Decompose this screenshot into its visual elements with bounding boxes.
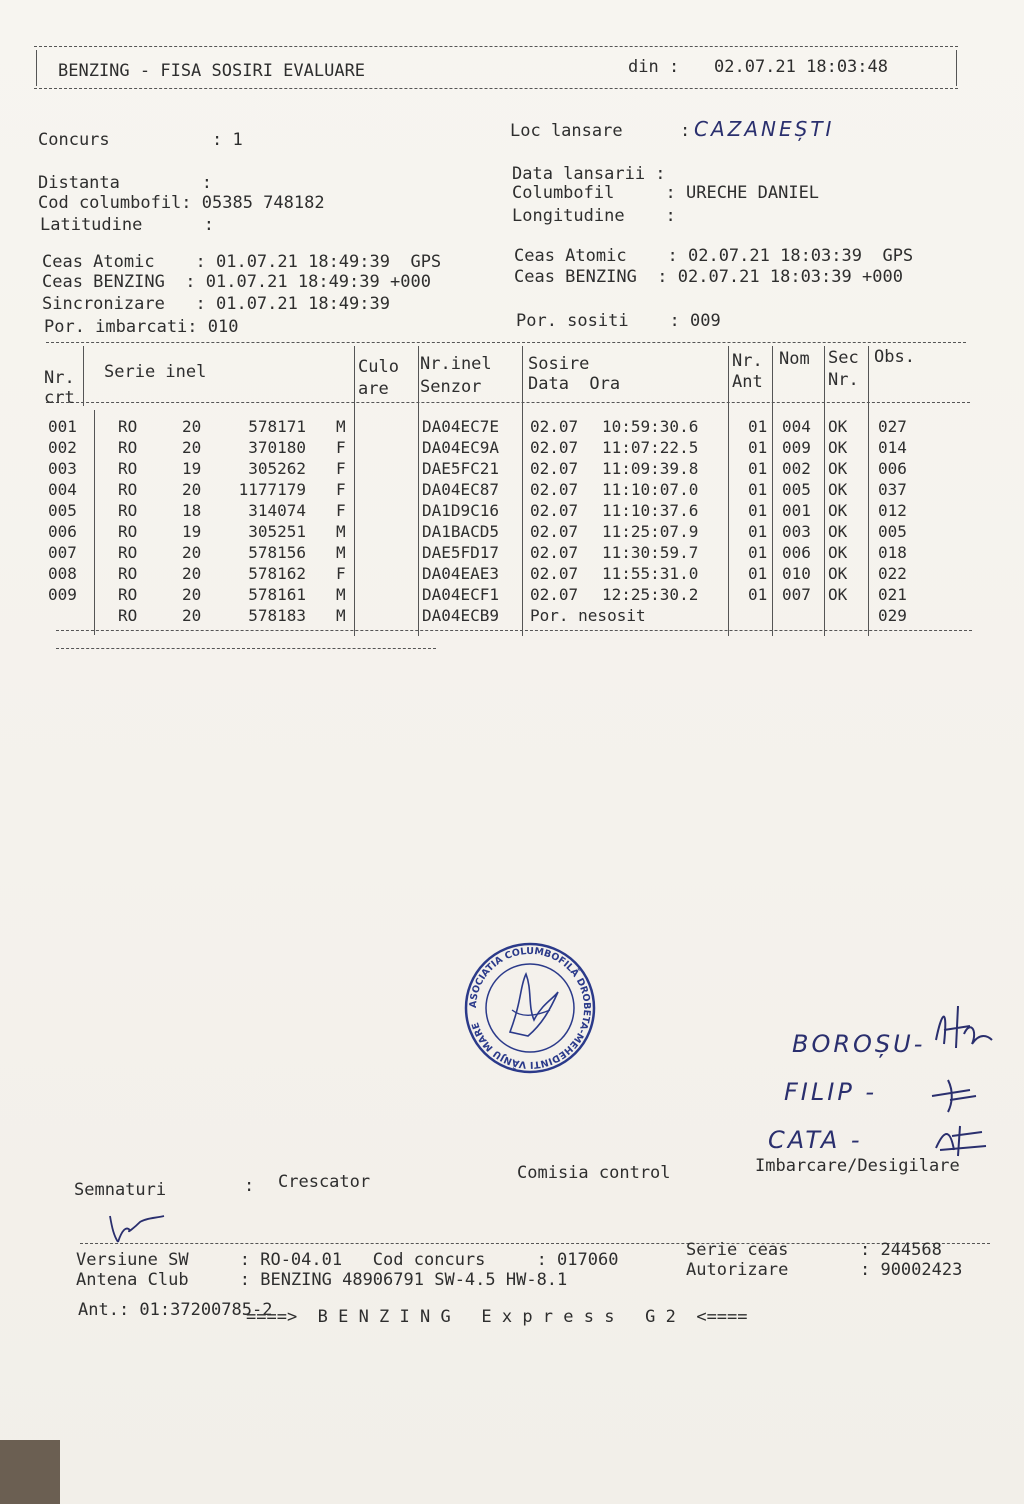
th-obs: Obs. (874, 347, 915, 367)
th-ant: Ant (732, 372, 763, 392)
cell-nom: 004 (782, 417, 811, 436)
th-sec-nr: Nr. (828, 370, 859, 390)
cell-inel: 578183 (248, 606, 306, 625)
cell-nom: 002 (782, 459, 811, 478)
cell-senzor: DA04EC9A (422, 438, 500, 457)
cell-nom: 007 (782, 585, 811, 604)
header-bottom-border (34, 88, 958, 89)
header-left-border (36, 50, 37, 86)
report-date-value: 02.07.21 18:03:48 (714, 57, 888, 77)
cell-sex: F (336, 480, 346, 499)
report-title: BENZING - FISA SOSIRI EVALUARE (58, 61, 366, 81)
cell-obs: 021 (878, 585, 907, 604)
cell-inel: 370180 (248, 438, 306, 457)
cell-nom: 006 (782, 543, 811, 562)
cell-sex: M (336, 522, 346, 541)
cell-senzor: DA1D9C16 (422, 501, 500, 520)
ceas-atomic-left: Ceas Atomic : 01.07.21 18:49:39 GPS (42, 252, 442, 272)
antena-line: Antena Club : BENZING 48906791 SW-4.5 HW-8.1 (76, 1270, 568, 1290)
ceas-atomic-right: Ceas Atomic : 02.07.21 18:03:39 GPS (514, 246, 914, 266)
cell-nr: 006 (48, 522, 77, 541)
ceas-benzing-right: Ceas BENZING : 02.07.21 18:03:39 +000 (514, 267, 903, 287)
cell-nr: 001 (48, 417, 77, 436)
cell-sec: OK (828, 480, 848, 499)
table-row (0, 458, 1024, 479)
cell-sec: OK (828, 564, 848, 583)
handwritten-cata: CATA - (768, 1126, 863, 1154)
cell-ant: 01 (748, 459, 768, 478)
cell-nr: 005 (48, 501, 77, 520)
th-data-ora: Data Ora (528, 374, 621, 394)
cell-obs: 018 (878, 543, 907, 562)
signature-scribbles (930, 1000, 1000, 1160)
cell-nr: 008 (48, 564, 77, 583)
handwritten-boroșu: BOROȘU- (792, 1030, 926, 1058)
cell-data: 02.07 (530, 522, 579, 541)
cell-tara: RO (118, 522, 138, 541)
cell-ora: 11:10:37.6 (602, 501, 699, 520)
cell-nom: 010 (782, 564, 811, 583)
handwritten-filip: FILIP - (784, 1078, 878, 1106)
cell-an: 20 (182, 417, 202, 436)
latitudine-line: Latitudine : (40, 215, 214, 235)
table-row (0, 479, 1024, 500)
cell-inel: 578156 (248, 543, 306, 562)
cell-ant: 01 (748, 585, 768, 604)
cell-ora: 11:25:07.9 (602, 522, 699, 541)
cell-inel: 305251 (248, 522, 306, 541)
cell-ant: 01 (748, 522, 768, 541)
serie-ceas-line: Serie ceas : 244568 (686, 1240, 942, 1260)
cell-ora: 11:55:31.0 (602, 564, 699, 583)
cell-ant: 01 (748, 543, 768, 562)
cell-senzor: DA04EAE3 (422, 564, 500, 583)
cell-inel: 578162 (248, 564, 306, 583)
cell-tara: RO (118, 585, 138, 604)
loc-lansare-colon: : (680, 121, 691, 141)
cell-tara: RO (118, 564, 138, 583)
sincronizare-line: Sincronizare : 01.07.21 18:49:39 (42, 294, 390, 314)
cell-an: 19 (182, 459, 202, 478)
cell-obs: 012 (878, 501, 907, 520)
cell-data: 02.07 (530, 480, 579, 499)
cell-ant: 01 (748, 480, 768, 499)
cell-sex: F (336, 564, 346, 583)
table-row (0, 437, 1024, 458)
table-bottom-border (56, 648, 436, 649)
th-serie-inel: Serie inel (104, 362, 207, 382)
th-nom: Nom (779, 349, 810, 369)
cell-tara: RO (118, 459, 138, 478)
table-row (0, 584, 1024, 605)
cell-data: 02.07 (530, 438, 579, 457)
cell-nr: 002 (48, 438, 77, 457)
cell-nr: 004 (48, 480, 77, 499)
cell-data: 02.07 (530, 564, 579, 583)
cell-tara: RO (118, 543, 138, 562)
cell-senzor: DA04EC87 (422, 480, 500, 499)
cell-tara: RO (118, 480, 138, 499)
cell-tara: RO (118, 501, 138, 520)
cell-sec: OK (828, 522, 848, 541)
cell-inel: 1177179 (238, 480, 306, 499)
por-sositi-line: Por. sositi : 009 (516, 311, 721, 331)
cell-tara: RO (118, 606, 138, 625)
cell-an: 20 (182, 585, 202, 604)
autorizare-line: Autorizare : 90002423 (686, 1260, 963, 1280)
table-row (0, 605, 1024, 626)
association-stamp (462, 940, 598, 1076)
cell-sec: OK (828, 459, 848, 478)
table-row (0, 563, 1024, 584)
cell-data: 02.07 (530, 585, 579, 604)
cell-senzor: DA04ECF1 (422, 585, 500, 604)
ceas-benzing-left: Ceas BENZING : 01.07.21 18:49:39 +000 (42, 272, 431, 292)
torn-page-edge (0, 1440, 60, 1504)
loc-lansare-label: Loc lansare (510, 121, 623, 141)
crescator-signature (104, 1208, 168, 1248)
th-senzor: Senzor (420, 377, 482, 397)
cell-data: 02.07 (530, 459, 579, 478)
table-row (0, 542, 1024, 563)
th-crt: crt (44, 388, 75, 408)
cell-data: 02.07 (530, 501, 579, 520)
cell-ant: 01 (748, 501, 768, 520)
semnaturi-colon: : (244, 1176, 255, 1196)
semnaturi-label: Semnaturi (74, 1180, 167, 1200)
th-are: are (358, 379, 389, 399)
cell-data: Por. nesosit (530, 606, 646, 625)
cell-sex: M (336, 606, 346, 625)
por-imbarcati-line: Por. imbarcati: 010 (44, 317, 239, 337)
cell-inel: 578171 (248, 417, 306, 436)
cell-ora: 10:59:30.6 (602, 417, 699, 436)
imbarcare-label: Imbarcare/Desigilare (755, 1156, 960, 1176)
cell-sec: OK (828, 543, 848, 562)
cell-obs: 029 (878, 606, 907, 625)
distanta-line: Distanta : (38, 173, 212, 193)
th-nr-ant: Nr. (732, 351, 763, 371)
table-bottom-separator (56, 630, 972, 631)
th-nr-inel: Nr.inel (420, 354, 492, 374)
cell-sex: M (336, 543, 346, 562)
cell-nr: 003 (48, 459, 77, 478)
cell-sex: M (336, 585, 346, 604)
cell-sec: OK (828, 417, 848, 436)
header-top-border (34, 46, 958, 47)
cell-sex: F (336, 459, 346, 478)
cell-sex: M (336, 417, 346, 436)
cell-obs: 037 (878, 480, 907, 499)
table-row (0, 500, 1024, 521)
cell-an: 20 (182, 480, 202, 499)
table-top-border (46, 342, 966, 343)
cell-senzor: DAE5FD17 (422, 543, 500, 562)
cod-columbofil-line: Cod columbofil: 05385 748182 (38, 193, 325, 213)
cell-sec: OK (828, 438, 848, 457)
cell-senzor: DAE5FC21 (422, 459, 500, 478)
cell-nom: 003 (782, 522, 811, 541)
cell-an: 20 (182, 543, 202, 562)
table-row (0, 521, 1024, 542)
cell-tara: RO (118, 438, 138, 457)
cell-nom: 005 (782, 480, 811, 499)
cell-data: 02.07 (530, 417, 579, 436)
cell-senzor: DA04ECB9 (422, 606, 500, 625)
table-header-separator (46, 402, 970, 403)
data-lansarii-line: Data lansarii : (512, 164, 666, 184)
cell-ant: 01 (748, 417, 768, 436)
cell-obs: 006 (878, 459, 907, 478)
th-nr: Nr. (44, 368, 75, 388)
header-right-border (956, 50, 957, 86)
cell-an: 20 (182, 438, 202, 457)
cell-obs: 022 (878, 564, 907, 583)
cell-obs: 014 (878, 438, 907, 457)
th-sosire: Sosire (528, 354, 590, 374)
versiune-line: Versiune SW : RO-04.01 Cod concurs : 017060 (76, 1250, 619, 1270)
cell-nom: 009 (782, 438, 811, 457)
cell-sec: OK (828, 501, 848, 520)
columbofil-line: Columbofil : URECHE DANIEL (512, 183, 820, 203)
cell-nom: 001 (782, 501, 811, 520)
cell-obs: 027 (878, 417, 907, 436)
concurs-line: Concurs : 1 (38, 130, 243, 150)
cell-inel: 305262 (248, 459, 306, 478)
longitudine-line: Longitudine : (512, 206, 676, 226)
th-culo: Culo (358, 357, 399, 377)
cell-sec: OK (828, 585, 848, 604)
cell-obs: 005 (878, 522, 907, 541)
comisia-control-label: Comisia control (517, 1163, 671, 1183)
cell-an: 20 (182, 606, 202, 625)
cell-an: 19 (182, 522, 202, 541)
cell-data: 02.07 (530, 543, 579, 562)
cell-ora: 11:10:07.0 (602, 480, 699, 499)
cell-inel: 314074 (248, 501, 306, 520)
cell-ora: 11:09:39.8 (602, 459, 699, 478)
table-row (0, 416, 1024, 437)
cell-ora: 11:30:59.7 (602, 543, 699, 562)
col-divider (83, 346, 84, 406)
cell-ora: 11:07:22.5 (602, 438, 699, 457)
report-date-label: din : (628, 57, 680, 77)
ant-line: Ant.: 01:37200785-2 (78, 1300, 273, 1320)
cell-ora: 12:25:30.2 (602, 585, 699, 604)
cell-inel: 578161 (248, 585, 306, 604)
cell-an: 18 (182, 501, 202, 520)
cell-ant: 01 (748, 438, 768, 457)
crescator-label: Crescator (278, 1172, 371, 1192)
cell-sex: F (336, 501, 346, 520)
cell-senzor: DA04EC7E (422, 417, 500, 436)
cell-nr: 009 (48, 585, 77, 604)
cell-ant: 01 (748, 564, 768, 583)
cell-sex: F (336, 438, 346, 457)
loc-lansare-handwritten: CAZANEȘTI (694, 117, 835, 141)
cell-tara: RO (118, 417, 138, 436)
cell-nr: 007 (48, 543, 77, 562)
stamp-text: ASOCIATIA COLUMBOFILĂ DROBETA-MEHEDINTI VÂNJU MARE (467, 945, 593, 1071)
cell-an: 20 (182, 564, 202, 583)
benzing-express-line: ====> B E N Z I N G E x p r e s s G 2 <==== (246, 1307, 748, 1327)
cell-senzor: DA1BACD5 (422, 522, 500, 541)
th-sec: Sec (828, 348, 859, 368)
